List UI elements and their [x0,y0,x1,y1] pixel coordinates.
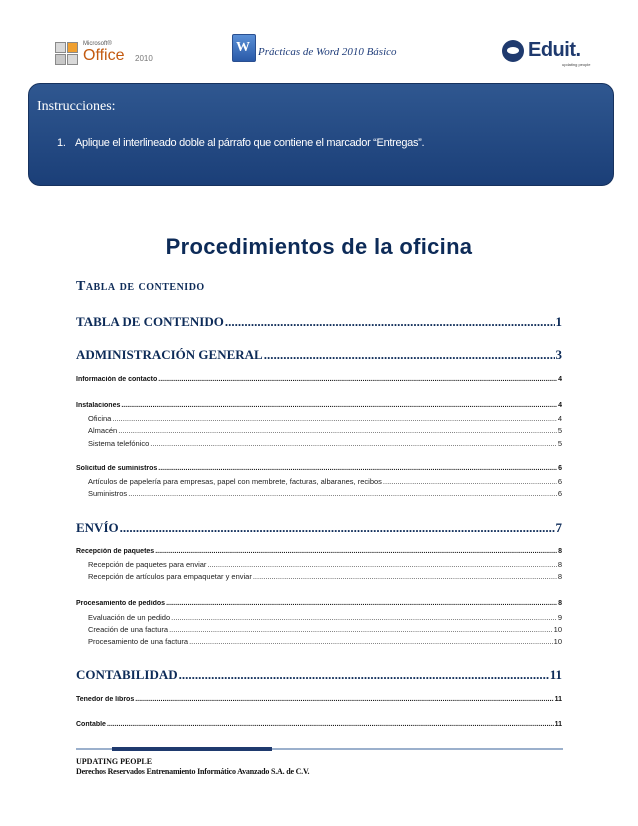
toc-page-number: 1 [555,314,562,329]
toc-dot-leader [207,560,556,569]
instructions-title: Instrucciones: [37,99,116,114]
toc-entry-level-3[interactable] [88,560,562,569]
toc-page-number: 11 [554,696,562,703]
toc-dot-leader [225,314,555,330]
toc-dot-leader [171,613,557,622]
toc-entry-text: ADMINISTRACIÓN GENERAL [76,347,263,362]
toc-page-number: 3 [555,347,562,362]
toc-entry-text: TABLA DE CONTENIDO [76,314,224,329]
footer-company: UPDATING PEOPLE [76,757,153,766]
footer-divider [76,748,563,750]
instructions-banner [28,83,614,186]
toc-page-number: 11 [549,667,562,682]
toc-entry-level-2[interactable] [76,402,562,409]
office-logo-text: Office [83,47,125,64]
toc-dot-leader [189,637,553,646]
office-2010-logo [55,40,165,68]
toc-dot-leader [383,477,557,486]
toc-entry-text: Recepción de artículos para empaquetar y enviar [88,572,252,581]
toc-entry-level-2[interactable] [76,376,562,383]
toc-page-number: 7 [555,520,562,535]
toc-entry-text: ENVÍO [76,520,119,535]
toc-dot-leader [166,600,557,607]
toc-dot-leader [158,465,557,472]
page-header [0,0,638,80]
word-icon-letter: W [236,40,250,55]
toc-dot-leader [253,572,557,581]
toc-entry-text: CONTABILIDAD [76,667,178,682]
toc-entry-level-3[interactable] [88,637,562,646]
toc-dot-leader [118,426,557,435]
toc-page-number: 6 [558,465,562,472]
toc-entry-text: Recepción de paquetes [76,548,155,555]
toc-page-number: 6 [557,489,562,498]
toc-entry-text: Procesamiento de una factura [88,637,189,646]
toc-page-number: 4 [558,402,562,409]
toc-entry-level-2[interactable] [76,465,562,472]
instruction-number: 1. [57,137,66,149]
toc-entry-level-3[interactable] [88,572,562,581]
toc-page-number: 8 [557,572,562,581]
toc-entry-level-1[interactable] [76,520,562,536]
toc-heading: Tabla de contenido [76,279,205,294]
toc-entry-level-1[interactable] [76,347,562,363]
toc-dot-leader [128,489,557,498]
toc-entry-level-3[interactable] [88,477,562,486]
document-title-text: Procedimientos de la oficina [165,234,473,259]
toc-page-number: 6 [557,477,562,486]
toc-dot-leader [135,696,553,703]
toc-page-number: 4 [557,414,562,423]
toc-dot-leader [179,667,549,683]
eduit-logo-text: Eduit. [528,39,581,61]
toc-entry-text: Contable [76,721,106,728]
toc-entry-level-2[interactable] [76,721,562,728]
toc-page-number: 5 [557,439,562,448]
toc-page-number: 8 [557,560,562,569]
office-logo-microsoft: Microsoft® [83,41,112,47]
toc-entry-text: Evaluación de un pedido [88,613,171,622]
toc-entry-level-3[interactable] [88,625,562,634]
toc-entry-level-2[interactable] [76,548,562,555]
toc-entry-level-2[interactable] [76,600,562,607]
toc-dot-leader [112,414,556,423]
toc-dot-leader [121,402,557,409]
toc-entry-level-3[interactable] [88,414,562,423]
toc-entry-text: Artículos de papelería para empresas, papel con membrete, facturas, albaranes, recibos [88,477,382,486]
toc-entry-text: Tenedor de libros [76,696,135,703]
toc-dot-leader [158,376,557,383]
toc-page-number: 10 [553,625,562,634]
instruction-item [57,137,424,149]
toc-entry-text: Solicitud de suministros [76,465,158,472]
toc-dot-leader [150,439,557,448]
toc-page-number: 11 [554,721,562,728]
toc-entry-text: Sistema telefónico [88,439,150,448]
toc-entry-level-3[interactable] [88,439,562,448]
toc-page-number: 10 [553,637,562,646]
toc-entry-text: Procesamiento de pedidos [76,600,166,607]
office-logo-year: 2010 [135,54,153,63]
toc-entry-level-2[interactable] [76,696,562,703]
word-document-icon [232,34,256,62]
toc-entry-level-3[interactable] [88,426,562,435]
eduit-logo [502,38,602,68]
eduit-tagline: updating people [562,62,591,67]
toc-entry-level-3[interactable] [88,489,562,498]
toc-page-number: 4 [558,376,562,383]
toc-entry-text: Suministros [88,489,128,498]
toc-entry-text: Instalaciones [76,402,121,409]
office-squares-icon [55,42,79,66]
toc-page-number: 8 [558,600,562,607]
toc-dot-leader [169,625,553,634]
toc-dot-leader [155,548,557,555]
toc-dot-leader [264,347,555,363]
toc-entry-level-1[interactable] [76,314,562,330]
toc-entry-level-3[interactable] [88,613,562,622]
toc-entry-text: Información de contacto [76,376,158,383]
toc-dot-leader [107,721,554,728]
toc-page-number: 9 [557,613,562,622]
toc-entry-text: Almacén [88,426,118,435]
toc-page-number: 8 [558,548,562,555]
header-title: Prácticas de Word 2010 Básico [258,46,397,58]
footer-copyright: Derechos Reservados Entrenamiento Informático Avanzado S.A. de C.V. [76,767,310,776]
toc-page-number: 5 [557,426,562,435]
toc-entry-text: Recepción de paquetes para enviar [88,560,207,569]
toc-entry-text: Oficina [88,414,112,423]
toc-dot-leader [120,520,555,536]
document-title [0,234,638,260]
toc-entry-level-1[interactable] [76,667,562,683]
instruction-text: Aplique el interlineado doble al párrafo que contiene el marcador “Entregas”. [75,137,425,149]
toc-entry-text: Creación de una factura [88,625,169,634]
eduit-mark-icon [502,40,524,62]
